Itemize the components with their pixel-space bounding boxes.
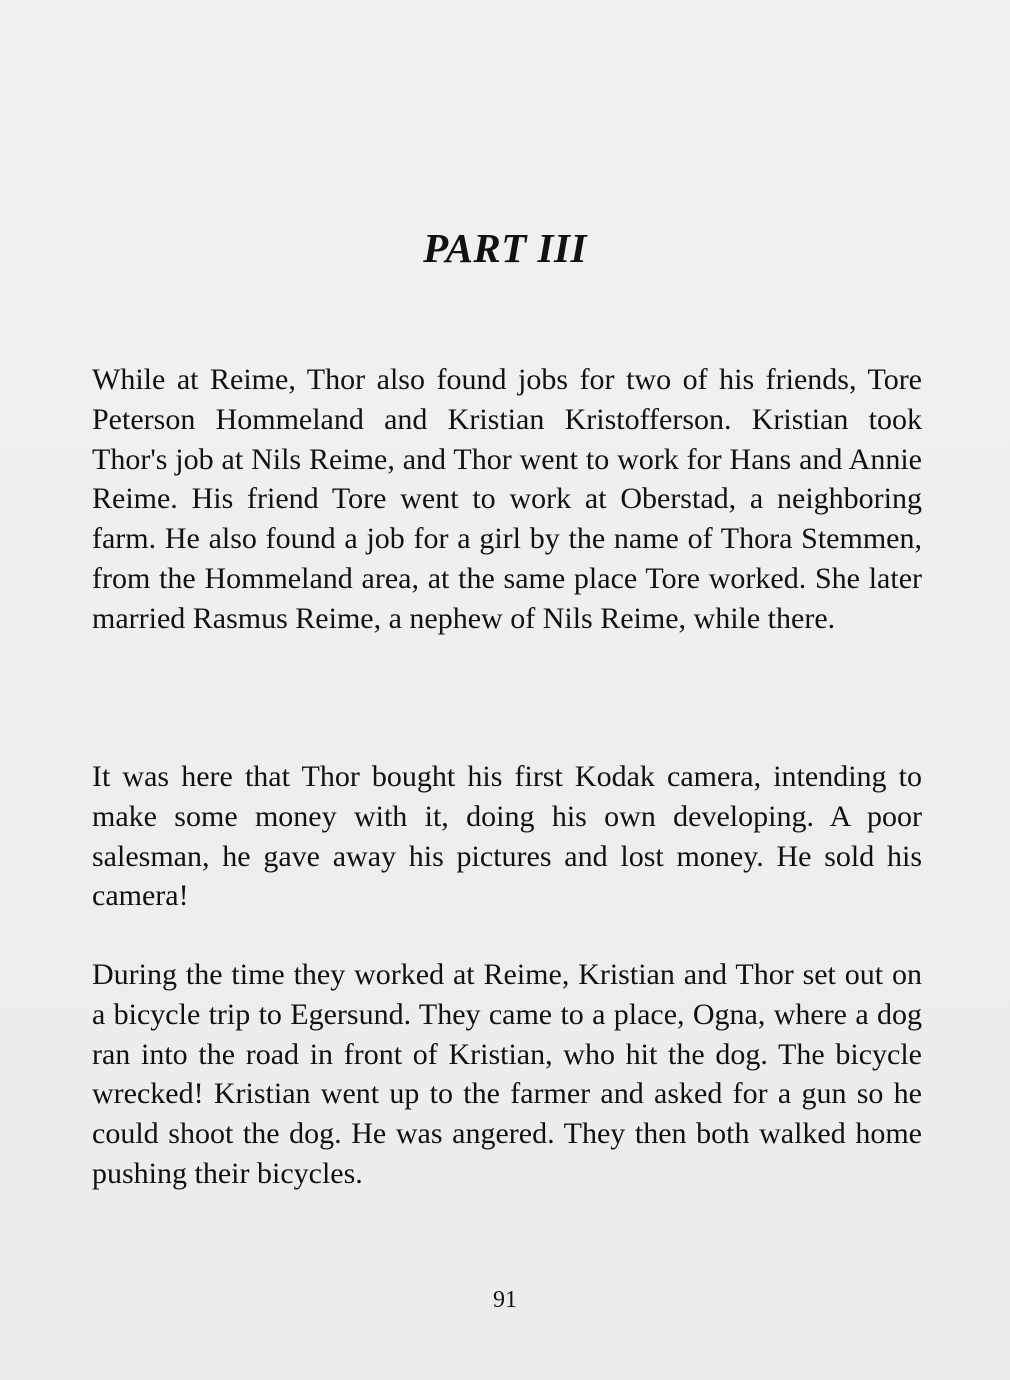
- paragraph-bicycle-trip: During the time they worked at Reime, Kristian and Thor set out on a bicycle trip to Egersund. They came to a place, Ogna, where a dog ran into the road in front of Kristian, who hit the dog. The bicycle wrecked! Kristian went up to the farmer and asked for a gun so he could shoot the dog. He was angered. They then both walked home pushing their bicycles.: [92, 958, 922, 1190]
- page-number: 91: [493, 1287, 517, 1313]
- paragraph-jobs-for-friends: While at Reime, Thor also found jobs for two of his friends, Tore Peterson Hommeland and Kristian Kristofferson. Kristian took Thor's job at Nils Reime, and Thor went to work for Hans and Annie Reime. His friend Tore went to work at Oberstad, a neighboring farm. He also found a job for a girl by the name of Thora Stemmen, from the Hommeland area, at the same place Tore worked. She later married Rasmus Reime, a nephew of Nils Reime, while there.: [92, 363, 922, 635]
- paragraph-kodak-camera: It was here that Thor bought his first Kodak camera, intending to make some money with it, doing his own developing. A poor salesman, he gave away his pictures and lost money. He sold his camera!: [92, 760, 922, 913]
- part-heading: PART III: [423, 225, 587, 271]
